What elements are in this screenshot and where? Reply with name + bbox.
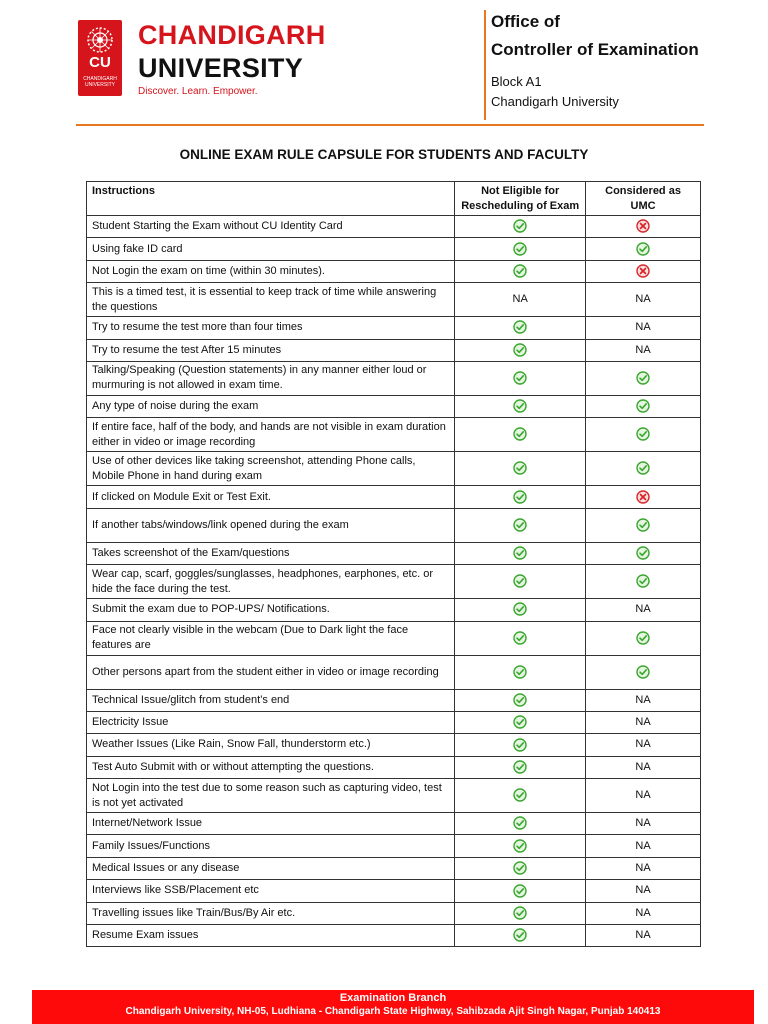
table-row (87, 452, 701, 486)
umc-na-cell: NA (586, 835, 701, 857)
table-row (87, 418, 701, 452)
instruction-cell: Try to resume the test After 15 minutes (87, 339, 455, 361)
header-horizontal-rule (76, 124, 704, 126)
check-icon (513, 265, 527, 277)
umc-cell (586, 508, 701, 542)
cross-icon (636, 220, 650, 232)
table-row (87, 395, 701, 417)
umc-na-cell: NA (586, 734, 701, 756)
table-row (87, 925, 701, 947)
cross-icon (636, 491, 650, 503)
not-eligible-cell (455, 542, 586, 564)
check-icon (513, 491, 527, 503)
instruction-cell: Use of other devices like taking screenshot, attending Phone calls, Mobile Phone in hand during exam (87, 452, 455, 486)
table-row (87, 621, 701, 655)
not-eligible-cell (455, 756, 586, 778)
instruction-cell: Interviews like SSB/Placement etc (87, 880, 455, 902)
not-eligible-cell (455, 238, 586, 260)
not-eligible-cell (455, 361, 586, 395)
instruction-cell: If clicked on Module Exit or Test Exit. (87, 486, 455, 508)
instruction-cell: Internet/Network Issue (87, 813, 455, 835)
not-eligible-cell (455, 508, 586, 542)
table-row (87, 216, 701, 238)
not-eligible-cell (455, 655, 586, 689)
table-row (87, 880, 701, 902)
umc-na-cell: NA (586, 283, 701, 317)
office-title-line2: Controller of Examination (491, 40, 699, 59)
not-eligible-cell (455, 621, 586, 655)
instruction-cell: If entire face, half of the body, and hands are not visible in exam duration either in video or image recording (87, 418, 455, 452)
umc-cell (586, 486, 701, 508)
table-row (87, 361, 701, 395)
table-row (87, 599, 701, 621)
check-icon (513, 761, 527, 773)
not-eligible-cell (455, 711, 586, 733)
not-eligible-cell (455, 835, 586, 857)
instruction-cell: Other persons apart from the student either in video or image recording (87, 655, 455, 689)
footer-address: Chandigarh University, NH-05, Ludhiana - Chandigarh State Highway, Sahibzada Ajit Singh Nagar, Punjab 140413 (125, 1006, 661, 1017)
umc-cell (586, 452, 701, 486)
not-eligible-cell (455, 317, 586, 339)
footer-banner (32, 990, 754, 1024)
table-row (87, 283, 701, 317)
not-eligible-cell (455, 880, 586, 902)
logo-cu-text: CU (89, 54, 111, 71)
check-icon (513, 738, 527, 750)
not-eligible-cell (455, 565, 586, 599)
brand-name-line2: UNIVERSITY (138, 53, 304, 83)
check-icon (513, 666, 527, 678)
check-icon (513, 789, 527, 801)
check-icon (513, 840, 527, 852)
umc-na-cell: NA (586, 339, 701, 361)
instruction-cell: This is a timed test, it is essential to keep track of time while answering the questions (87, 283, 455, 317)
check-icon (636, 400, 650, 412)
umc-na-cell: NA (586, 813, 701, 835)
not-eligible-cell (455, 216, 586, 238)
table-row (87, 756, 701, 778)
umc-cell (586, 395, 701, 417)
table-header-row (87, 182, 701, 216)
check-icon (513, 321, 527, 333)
table-row (87, 734, 701, 756)
table-row (87, 508, 701, 542)
umc-cell (586, 565, 701, 599)
umc-cell (586, 621, 701, 655)
instruction-cell: Test Auto Submit with or without attempting the questions. (87, 756, 455, 778)
header-not-eligible: Not Eligible for Rescheduling of Exam (455, 182, 586, 216)
instruction-cell: Technical Issue/glitch from student’s end (87, 689, 455, 711)
check-icon (513, 428, 527, 440)
umc-na-cell: NA (586, 756, 701, 778)
check-icon (636, 666, 650, 678)
instruction-cell: If another tabs/windows/link opened during the exam (87, 508, 455, 542)
check-icon (636, 547, 650, 559)
check-icon (513, 547, 527, 559)
office-block: Block A1 (491, 74, 542, 89)
logo-subtext: CHANDIGARH UNIVERSITY (83, 76, 117, 88)
not-eligible-cell (455, 418, 586, 452)
instruction-cell: Electricity Issue (87, 711, 455, 733)
instruction-cell: Wear cap, scarf, goggles/sunglasses, headphones, earphones, etc. or hide the face during the test. (87, 565, 455, 599)
check-icon (513, 372, 527, 384)
instruction-cell: Not Login the exam on time (within 30 minutes). (87, 260, 455, 282)
check-icon (636, 519, 650, 531)
footer-branch: Examination Branch (339, 992, 447, 1004)
table-row (87, 835, 701, 857)
check-icon (513, 694, 527, 706)
check-icon (513, 907, 527, 919)
not-eligible-cell (455, 599, 586, 621)
check-icon (636, 243, 650, 255)
table-row (87, 813, 701, 835)
instruction-cell: Resume Exam issues (87, 925, 455, 947)
header-umc: Considered as UMC (586, 182, 701, 216)
check-icon (513, 929, 527, 941)
check-icon (513, 632, 527, 644)
check-icon (513, 220, 527, 232)
header-instructions: Instructions (87, 182, 455, 216)
office-title-line1: Office of (491, 12, 560, 31)
check-icon (513, 862, 527, 874)
table-row (87, 902, 701, 924)
instruction-cell: Using fake ID card (87, 238, 455, 260)
office-university: Chandigarh University (491, 94, 619, 109)
instruction-cell: Travelling issues like Train/Bus/By Air etc. (87, 902, 455, 924)
rules-table-body (87, 216, 701, 947)
not-eligible-cell (455, 339, 586, 361)
umc-cell (586, 418, 701, 452)
not-eligible-na-cell: NA (455, 283, 586, 317)
umc-cell (586, 238, 701, 260)
check-icon (513, 884, 527, 896)
umc-na-cell: NA (586, 317, 701, 339)
table-row (87, 542, 701, 564)
header-vertical-divider (484, 10, 486, 120)
table-row (87, 689, 701, 711)
table-row (87, 857, 701, 879)
check-icon (513, 519, 527, 531)
table-row (87, 486, 701, 508)
instruction-cell: Talking/Speaking (Question statements) in any manner either loud or murmuring is not allowed in exam time. (87, 361, 455, 395)
instruction-cell: Any type of noise during the exam (87, 395, 455, 417)
cross-icon (636, 265, 650, 277)
table-row (87, 565, 701, 599)
rules-table (86, 181, 701, 947)
not-eligible-cell (455, 395, 586, 417)
not-eligible-cell (455, 902, 586, 924)
emblem-icon (84, 24, 116, 56)
check-icon (636, 462, 650, 474)
umc-na-cell: NA (586, 779, 701, 813)
instruction-cell: Weather Issues (Like Rain, Snow Fall, thunderstorm etc.) (87, 734, 455, 756)
umc-cell (586, 260, 701, 282)
umc-na-cell: NA (586, 599, 701, 621)
not-eligible-cell (455, 857, 586, 879)
umc-cell (586, 361, 701, 395)
table-row (87, 711, 701, 733)
instruction-cell: Family Issues/Functions (87, 835, 455, 857)
document-title: ONLINE EXAM RULE CAPSULE FOR STUDENTS AND FACULTY (179, 147, 589, 162)
brand-name-line1: CHANDIGARH (138, 20, 326, 50)
university-logo (78, 20, 122, 96)
check-icon (636, 372, 650, 384)
check-icon (636, 575, 650, 587)
umc-cell (586, 216, 701, 238)
letterhead (0, 0, 768, 130)
not-eligible-cell (455, 734, 586, 756)
not-eligible-cell (455, 452, 586, 486)
table-row (87, 655, 701, 689)
umc-na-cell: NA (586, 711, 701, 733)
instruction-cell: Takes screenshot of the Exam/questions (87, 542, 455, 564)
table-row (87, 260, 701, 282)
check-icon (636, 428, 650, 440)
instruction-cell: Medical Issues or any disease (87, 857, 455, 879)
not-eligible-cell (455, 260, 586, 282)
check-icon (513, 462, 527, 474)
umc-cell (586, 542, 701, 564)
umc-na-cell: NA (586, 857, 701, 879)
not-eligible-cell (455, 813, 586, 835)
instruction-cell: Submit the exam due to POP-UPS/ Notifications. (87, 599, 455, 621)
instruction-cell: Face not clearly visible in the webcam (Due to Dark light the face features are (87, 621, 455, 655)
check-icon (513, 603, 527, 615)
instruction-cell: Try to resume the test more than four times (87, 317, 455, 339)
check-icon (636, 632, 650, 644)
table-row (87, 779, 701, 813)
umc-na-cell: NA (586, 689, 701, 711)
instruction-cell: Not Login into the test due to some reason such as capturing video, test is not yet activated (87, 779, 455, 813)
table-row (87, 238, 701, 260)
check-icon (513, 575, 527, 587)
instruction-cell: Student Starting the Exam without CU Identity Card (87, 216, 455, 238)
not-eligible-cell (455, 689, 586, 711)
umc-na-cell: NA (586, 925, 701, 947)
check-icon (513, 716, 527, 728)
umc-na-cell: NA (586, 880, 701, 902)
brand-tagline: Discover. Learn. Empower. (138, 86, 258, 97)
not-eligible-cell (455, 486, 586, 508)
not-eligible-cell (455, 925, 586, 947)
umc-na-cell: NA (586, 902, 701, 924)
table-row (87, 339, 701, 361)
check-icon (513, 243, 527, 255)
umc-cell (586, 655, 701, 689)
check-icon (513, 344, 527, 356)
check-icon (513, 400, 527, 412)
check-icon (513, 817, 527, 829)
table-row (87, 317, 701, 339)
not-eligible-cell (455, 779, 586, 813)
